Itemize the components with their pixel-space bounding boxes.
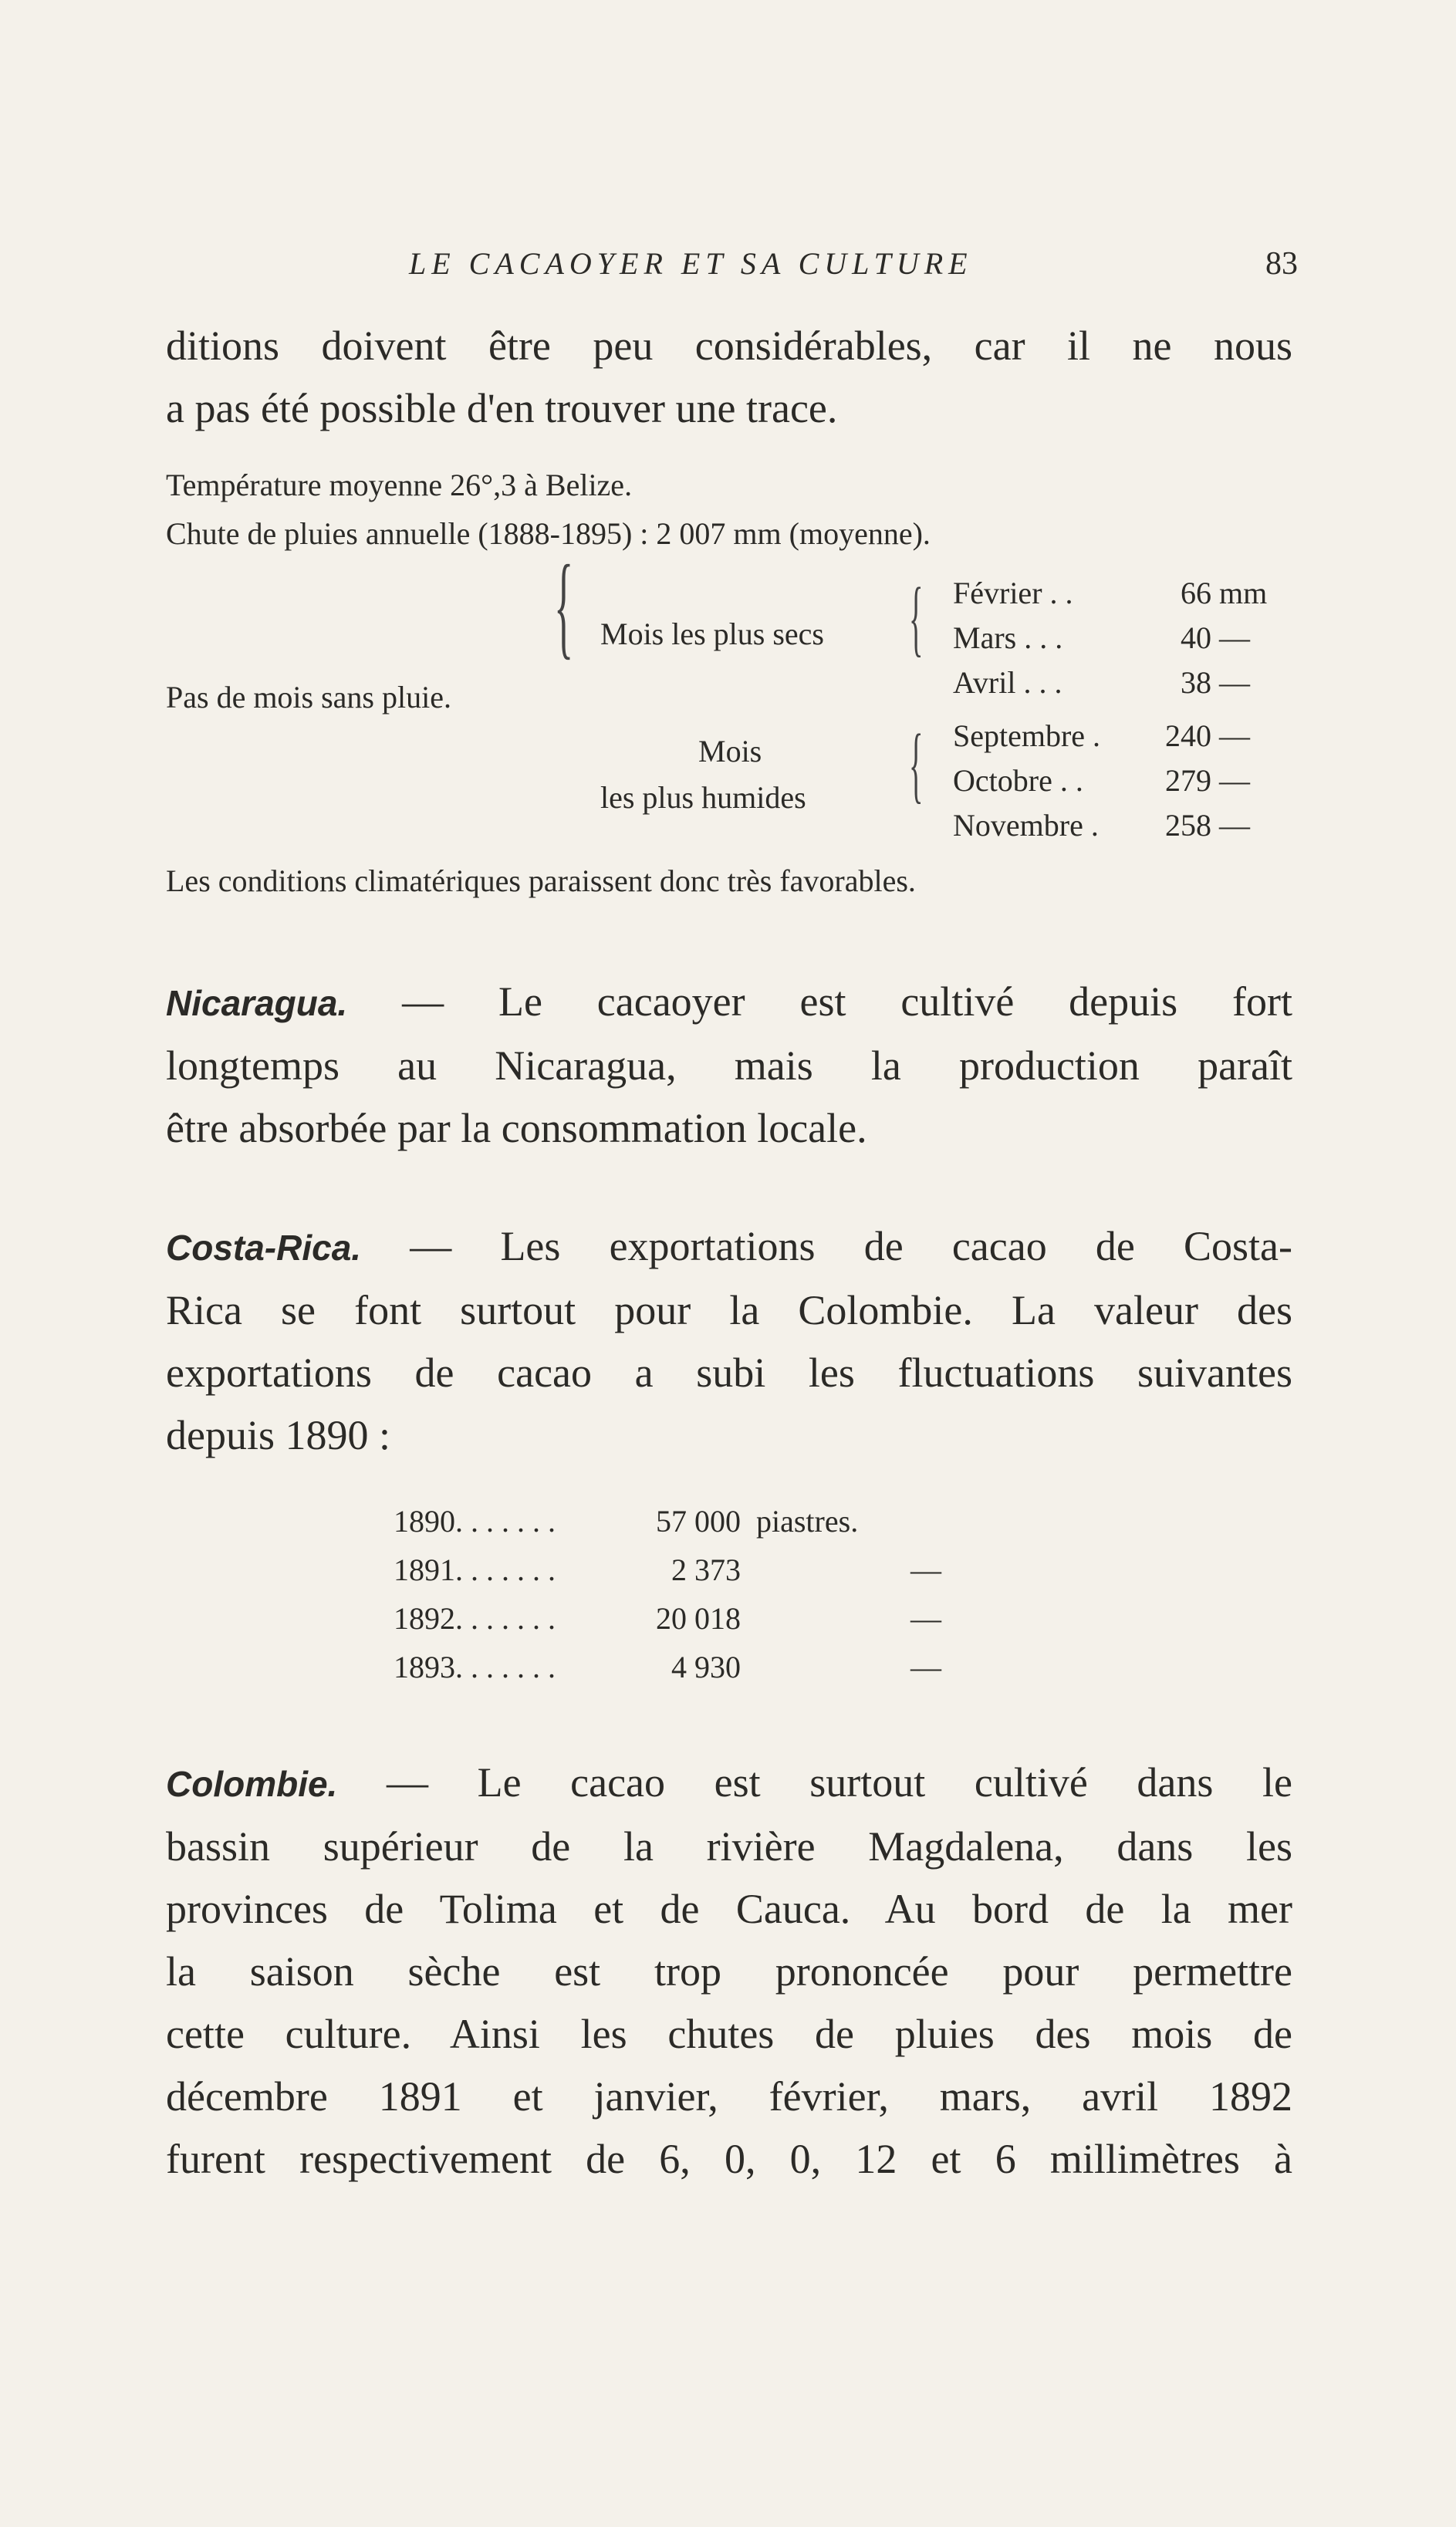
wet-months-label-2: les plus humides bbox=[600, 780, 806, 815]
month-name: Septembre . bbox=[953, 718, 1101, 753]
unit-cell: — bbox=[910, 1601, 941, 1636]
table-row bbox=[394, 1552, 1026, 1590]
month-value: 38 — bbox=[1181, 665, 1250, 700]
section-heading: Colombie. bbox=[166, 1764, 338, 1804]
wet-months-brace: { bbox=[909, 717, 924, 811]
value-cell: 2 373 bbox=[671, 1552, 741, 1587]
year-cell: 1890. . . . . . . bbox=[394, 1504, 556, 1539]
text-line: longtemps au Nicaragua, mais la production paraît bbox=[166, 1042, 1292, 1089]
no-dry-month-label: Pas de mois sans pluie. bbox=[166, 680, 451, 715]
dry-months-brace: { bbox=[909, 570, 924, 664]
value-cell: 4 930 bbox=[671, 1650, 741, 1684]
text-line: cette culture. Ainsi les chutes de pluies des mois de bbox=[166, 2011, 1292, 2057]
page-number: 83 bbox=[1265, 246, 1298, 282]
value-cell: 20 018 bbox=[656, 1601, 741, 1636]
outer-brace: { bbox=[554, 542, 574, 670]
intro-paragraph bbox=[166, 315, 1292, 440]
unit-cell: — bbox=[910, 1552, 941, 1587]
text-line: exportations de cacao a subi les fluctuations suivantes bbox=[166, 1350, 1292, 1396]
section-heading: Costa-Rica. bbox=[166, 1228, 362, 1268]
month-name: Mars . . . bbox=[953, 620, 1063, 655]
text-line: a pas été possible d'en trouver une trace. bbox=[166, 385, 838, 431]
wet-months-label-1: Mois bbox=[698, 734, 762, 769]
table-row bbox=[394, 1503, 1026, 1542]
month-value: 240 — bbox=[1165, 718, 1250, 753]
temperature-line: Température moyenne 26°,3 à Belize. bbox=[166, 468, 633, 502]
value-cell: 57 000 bbox=[656, 1504, 741, 1539]
unit-cell: piastres. bbox=[756, 1504, 859, 1539]
month-value: 40 — bbox=[1181, 620, 1250, 655]
month-name: Novembre . bbox=[953, 808, 1099, 843]
nicaragua-section bbox=[166, 971, 1292, 1160]
month-name: Février . . bbox=[953, 576, 1073, 610]
month-value: 279 — bbox=[1165, 763, 1250, 798]
text-line: ditions doivent être peu considérables, car il ne nous bbox=[166, 323, 1292, 369]
costa-rica-section bbox=[166, 1215, 1292, 1467]
table-row bbox=[394, 1600, 1026, 1639]
year-cell: 1892. . . . . . . bbox=[394, 1601, 556, 1636]
month-value: 258 — bbox=[1165, 808, 1250, 843]
text-line: provinces de Tolima et de Cauca. Au bord de la mer bbox=[166, 1886, 1292, 1932]
month-name: Avril . . . bbox=[953, 665, 1062, 700]
text-line: bassin supérieur de la rivière Magdalena, dans les bbox=[166, 1823, 1292, 1870]
year-cell: 1891. . . . . . . bbox=[394, 1552, 556, 1587]
text-line: Rica se font surtout pour la Colombie. La valeur des bbox=[166, 1287, 1292, 1333]
year-cell: 1893. . . . . . . bbox=[394, 1650, 556, 1684]
text-line: depuis 1890 : bbox=[166, 1412, 390, 1458]
text-line: la saison sèche est trop prononcée pour permettre bbox=[166, 1948, 1292, 1995]
unit-cell: — bbox=[910, 1650, 941, 1684]
text-line: Costa-Rica. — Les exportations de cacao de Costa- bbox=[166, 1223, 1293, 1269]
climate-conclusion: Les conditions climatériques paraissent donc très favorables. bbox=[166, 863, 916, 898]
text-line: Nicaragua. — Le cacaoyer est cultivé depuis fort bbox=[166, 978, 1292, 1025]
rainfall-line: Chute de pluies annuelle (1888-1895) : 2 007 mm (moyenne). bbox=[166, 516, 931, 551]
text-line: furent respectivement de 6, 0, 0, 12 et 6 millimètres à bbox=[166, 2136, 1292, 2182]
text-line: décembre 1891 et janvier, février, mars, avril 1892 bbox=[166, 2073, 1292, 2120]
table-row bbox=[394, 1649, 1026, 1687]
section-heading: Nicaragua. bbox=[166, 983, 348, 1023]
running-head: LE CACAOYER ET SA CULTURE bbox=[409, 246, 973, 281]
text-line: être absorbée par la consommation locale. bbox=[166, 1105, 867, 1151]
month-value: 66 mm bbox=[1181, 576, 1268, 610]
dry-months-label: Mois les plus secs bbox=[600, 617, 824, 651]
text-line: Colombie. — Le cacao est surtout cultivé dans le bbox=[166, 1759, 1292, 1806]
month-name: Octobre . . bbox=[953, 763, 1083, 798]
colombie-section bbox=[166, 1752, 1292, 2191]
